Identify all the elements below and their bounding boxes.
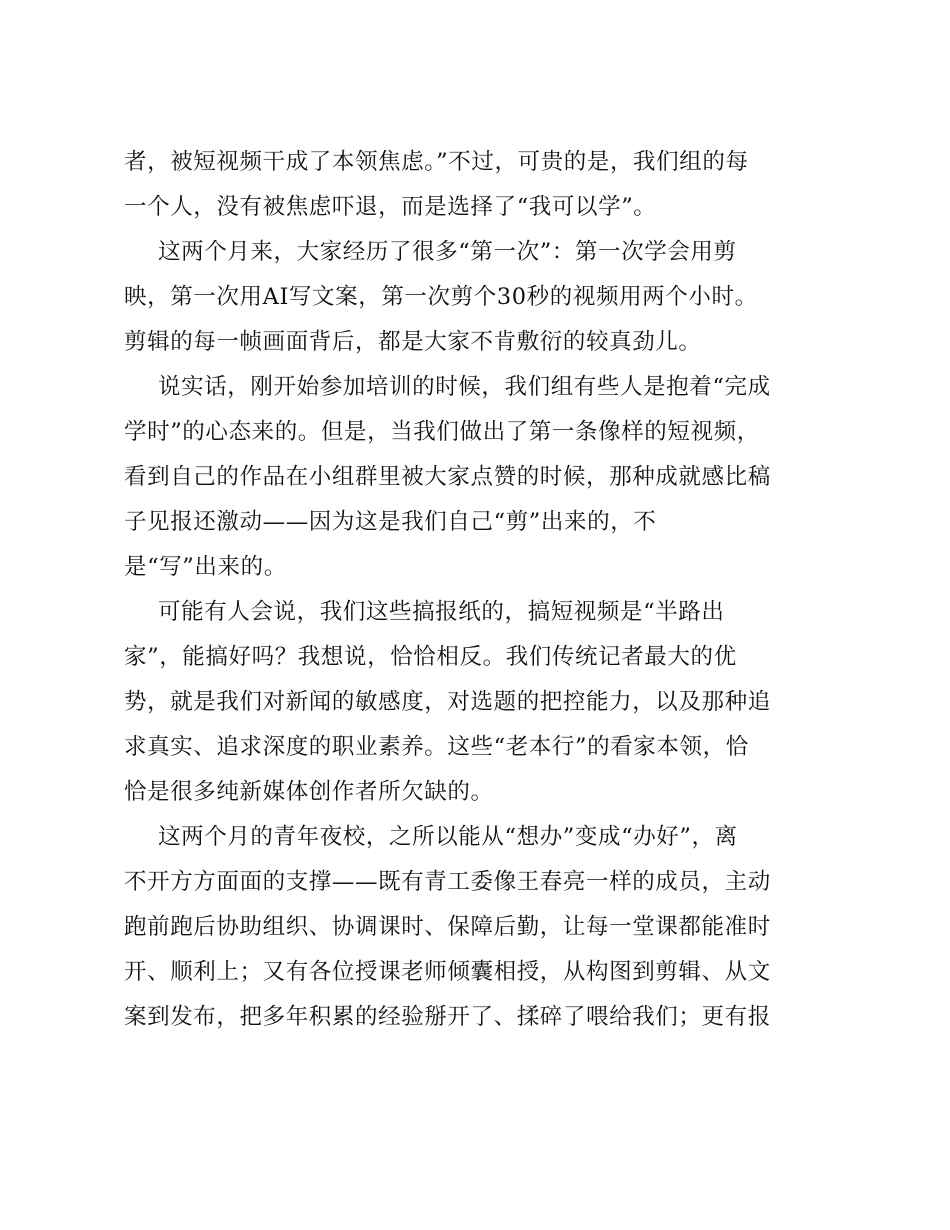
text-line: 家”，能搞好吗？我想说，恰恰相反。我们传统记者最大的优 [124, 644, 737, 670]
text-line: 恰是很多纯新媒体创作者所欠缺的。 [124, 779, 494, 805]
text-line: 映，第一次用AI写文案，第一次剪个30秒的视频用两个小时。 [124, 284, 758, 310]
text-line: 不开方方面面的支撑——既有青工委像王春亮一样的成员，主动 [124, 869, 771, 895]
text-line: 剪辑的每一帧画面背后，都是大家不肯敷衍的较真劲儿。 [124, 329, 702, 355]
paragraph-start-line: 可能有人会说，我们这些搞报纸的，搞短视频是“半路出 [158, 599, 725, 625]
text-line: 势，就是我们对新闻的敏感度，对选题的把控能力，以及那种追 [124, 689, 771, 715]
text-line: 求真实、追求深度的职业素养。这些“老本行”的看家本领，恰 [124, 734, 749, 760]
text-line: 一个人，没有被焦虑吓退，而是选择了“我可以学”。 [124, 194, 657, 220]
text-line: 看到自己的作品在小组群里被大家点赞的时候，那种成就感比稿 [124, 464, 771, 490]
paragraph-start-line: 这两个月来，大家经历了很多“第一次”：第一次学会用剪 [158, 239, 737, 265]
text-line: 开、顺利上；又有各位授课老师倾囊相授，从构图到剪辑、从文 [124, 959, 771, 985]
text-line: 者，被短视频干成了本领焦虑。”不过，可贵的是，我们组的每 [124, 149, 749, 175]
text-line: 学时”的心态来的。但是，当我们做出了第一条像样的短视频， [124, 419, 760, 445]
paragraph-start-line: 这两个月的青年夜校，之所以能从“想办”变成“办好”，离 [158, 824, 738, 850]
text-line: 跑前跑后协助组织、协调课时、保障后勤，让每一堂课都能准时 [124, 914, 771, 940]
text-line: 子见报还激动——因为这是我们自己“剪”出来的，不 [124, 509, 657, 535]
text-line: 案到发布，把多年积累的经验掰开了、揉碎了喂给我们；更有报 [124, 1004, 771, 1030]
paragraph-start-line: 说实话，刚开始参加培训的时候，我们组有些人是抱着“完成 [158, 374, 771, 400]
text-line: 是“写”出来的。 [124, 554, 287, 580]
